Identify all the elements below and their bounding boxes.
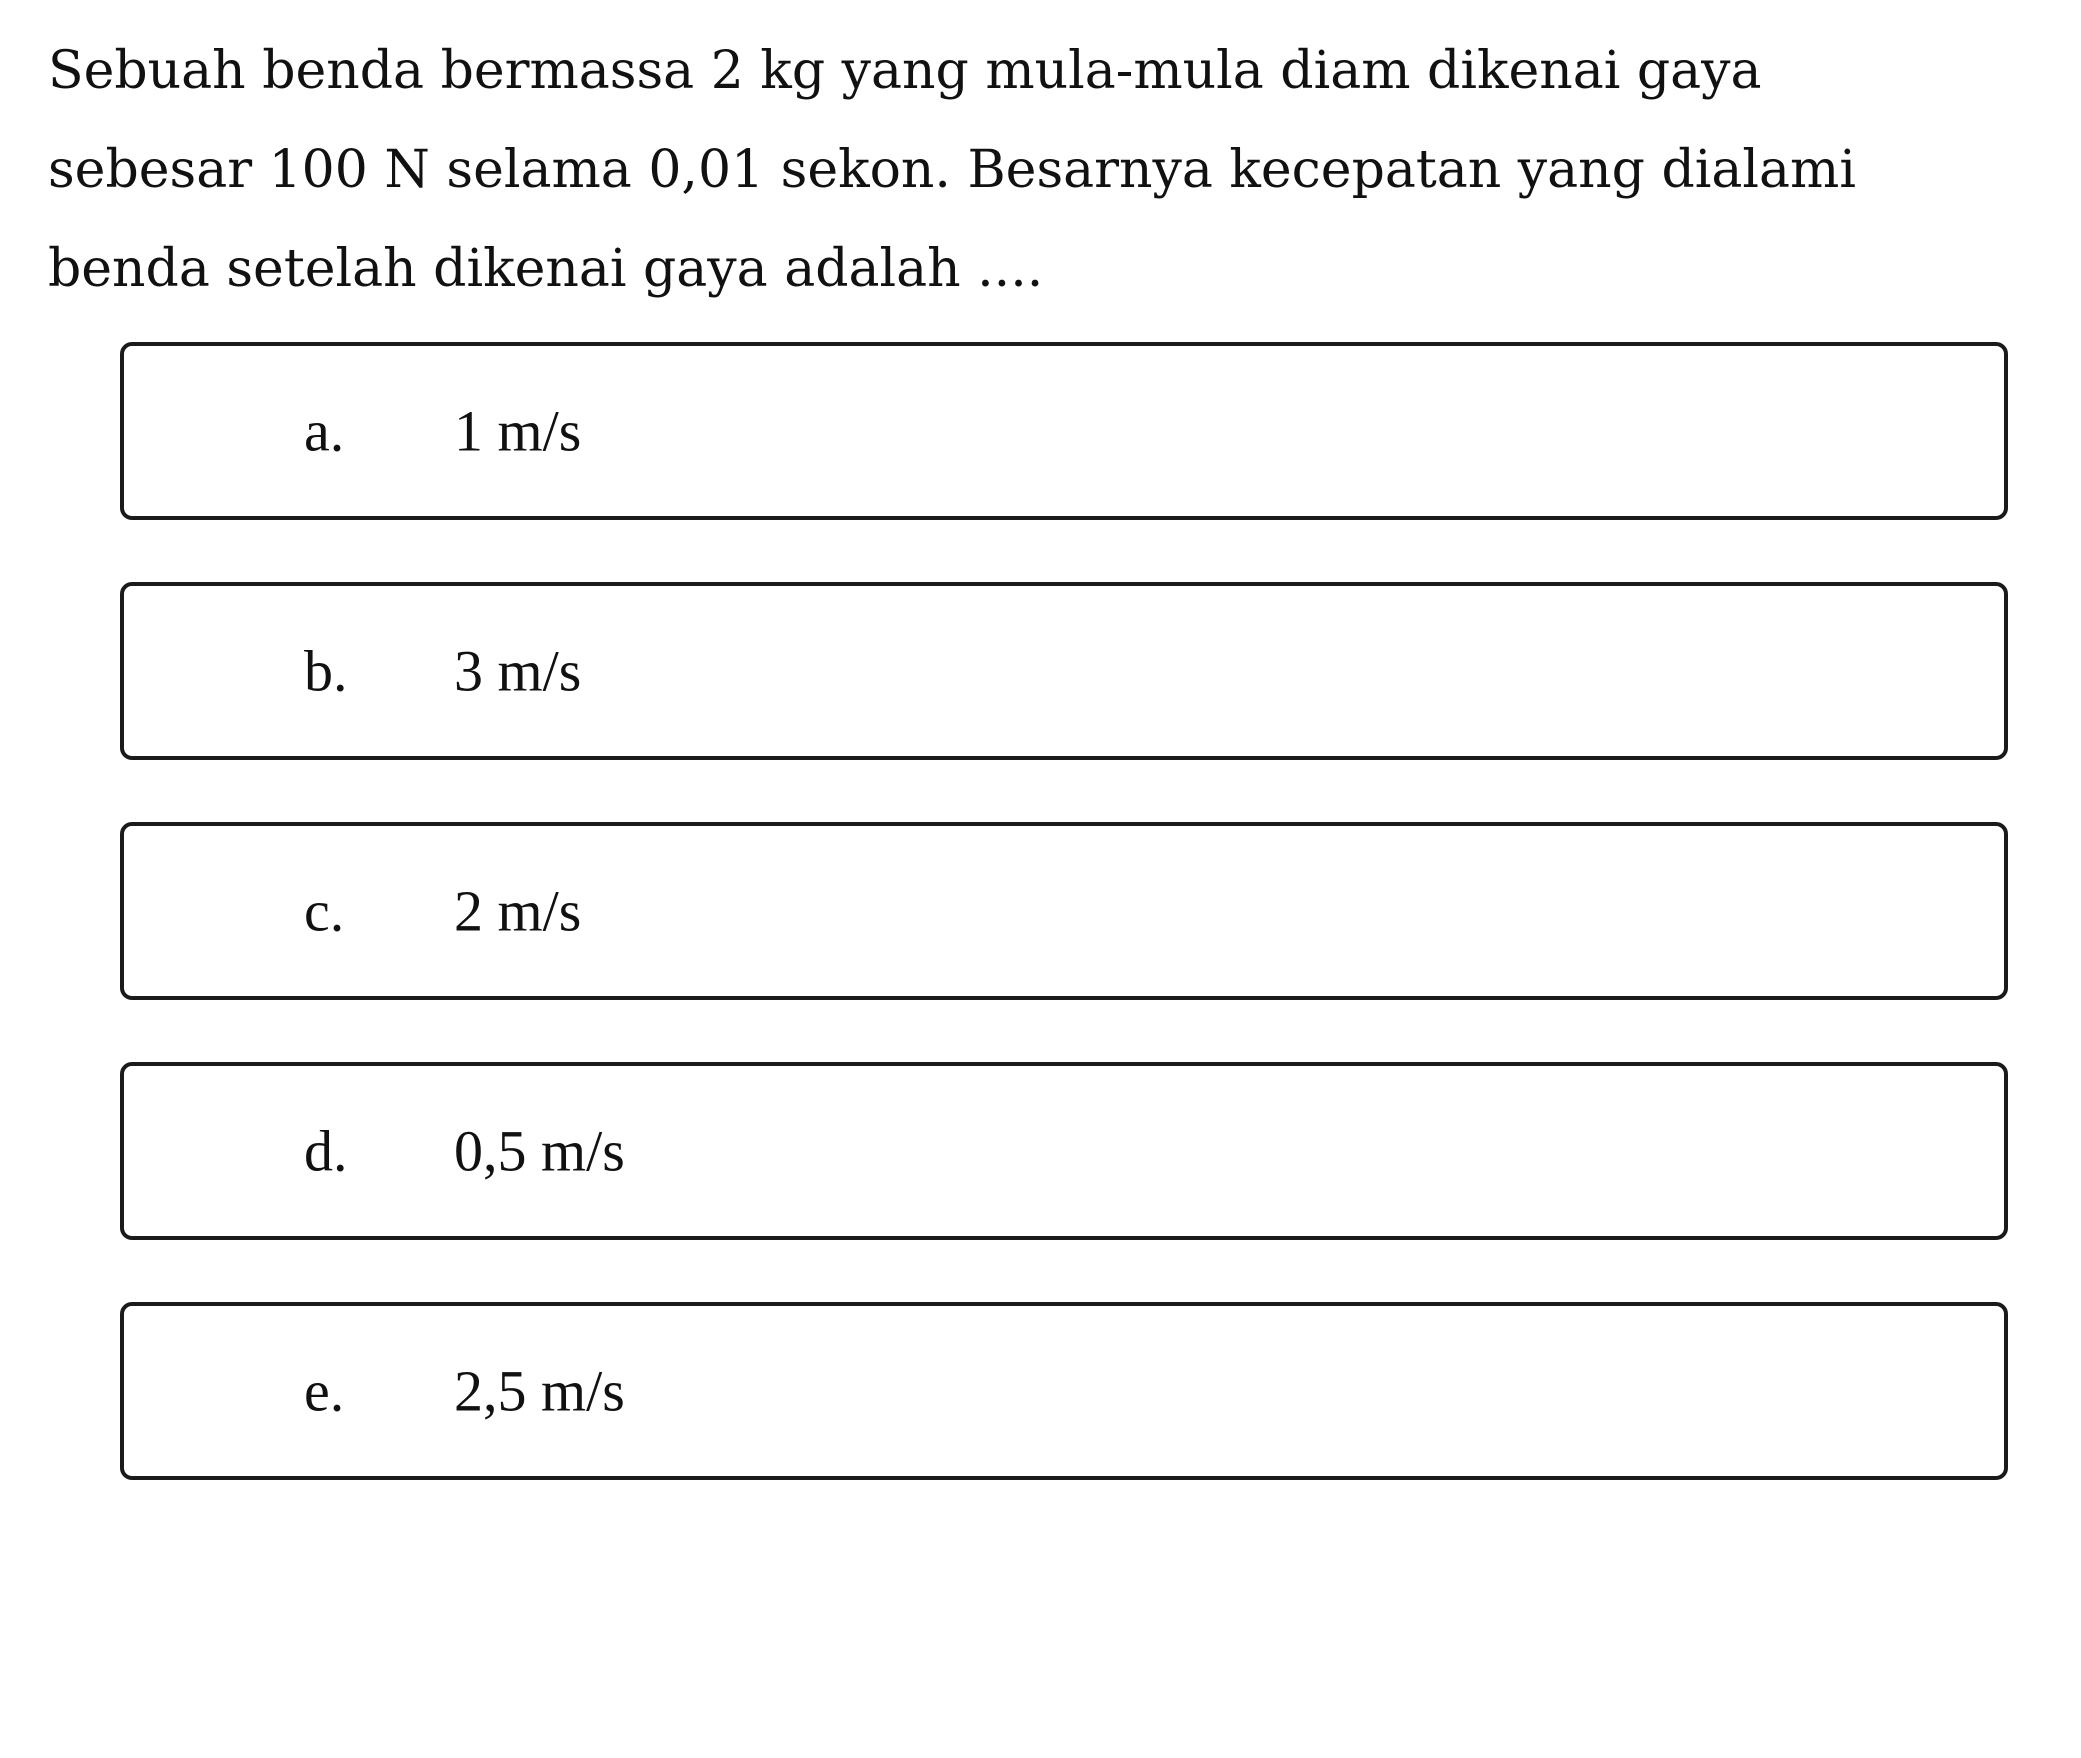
answer-option-e[interactable] <box>120 1302 2008 1480</box>
option-text: 1 m/s <box>454 398 582 464</box>
option-text: 3 m/s <box>454 638 582 704</box>
answer-options <box>120 342 2008 1480</box>
answer-option-d[interactable] <box>120 1062 2008 1240</box>
option-text: 0,5 m/s <box>454 1118 625 1184</box>
option-text: 2 m/s <box>454 878 582 944</box>
option-letter: c. <box>304 878 345 944</box>
answer-option-a[interactable] <box>120 342 2008 520</box>
option-letter: a. <box>304 398 345 464</box>
option-text: 2,5 m/s <box>454 1358 625 1424</box>
answer-option-c[interactable] <box>120 822 2008 1000</box>
question-text: Sebuah benda bermassa 2 kg yang mula-mula diam dikenai gaya sebesar 100 N selama 0,01 sekon. Besarnya kecepatan yang dialami benda setelah dikenai gaya adalah .... <box>48 41 1856 299</box>
answer-option-b[interactable] <box>120 582 2008 760</box>
option-letter: b. <box>304 638 348 704</box>
option-letter: e. <box>304 1358 345 1424</box>
option-letter: d. <box>304 1118 348 1184</box>
